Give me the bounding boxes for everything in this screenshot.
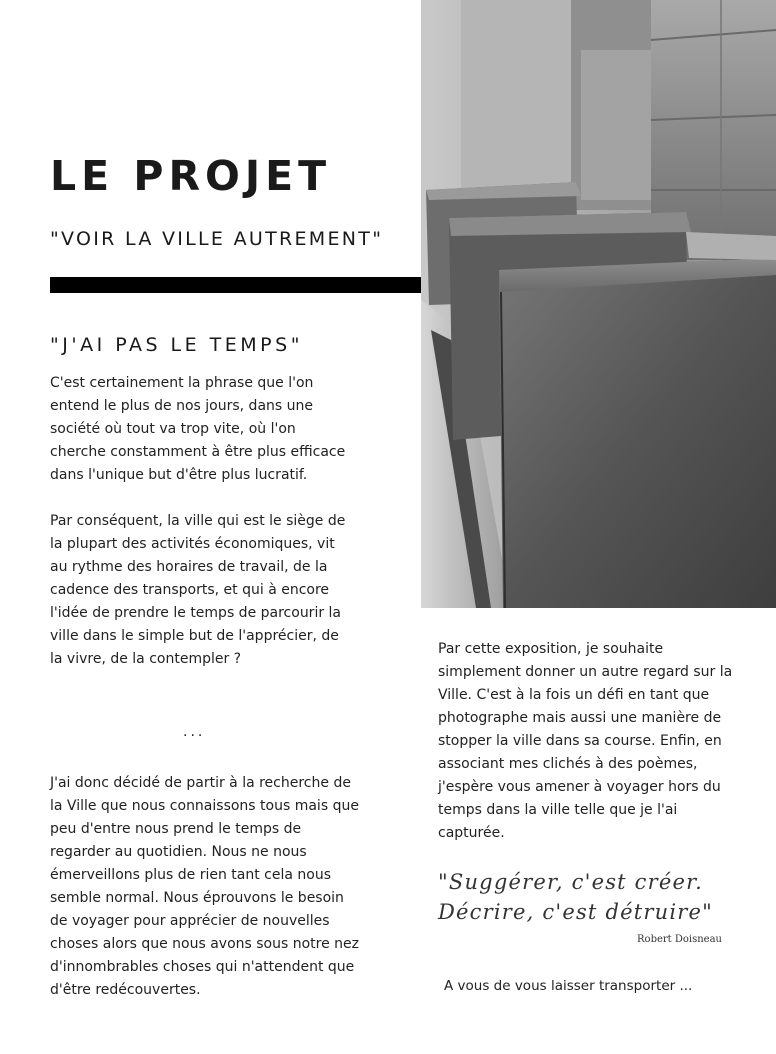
stone-blocks-photo (421, 0, 776, 608)
quote-author: Robert Doisneau (637, 934, 722, 945)
body-paragraph-2: Par conséquent, la ville qui est le siège de la plupart des activités économiques, vit au rythme des horaires de travail, de la cadence des transports, et qui à encore l'idée de prendre le temps de parcourir la ville dans le simple but de l'apprécier, de la vivre, de la contempler ? (50, 513, 346, 667)
body-paragraph-3: J'ai donc décidé de partir à la recherche de la Ville que nous connaissons tous mais que peu d'entre nous prend le temps de regarder au quotidien. Nous ne nous émerveillons plus de rien tant cela nous semble normal. Nous éprouvons le besoin de voyager pour apprécier de nouvelles choses alors que nous avons sous notre nez d'innombrables choses qui n'attendent que d'être redécouvertes. (50, 775, 359, 998)
title-divider-bar (50, 277, 422, 293)
page-subtitle: "VOIR LA VILLE AUTREMENT" (50, 228, 384, 250)
section-separator: ... (183, 724, 206, 740)
body-paragraph-1: C'est certainement la phrase que l'on entend le plus de nos jours, dans une société où tout va trop vite, où l'on cherche constamment à être plus efficace dans l'unique but d'être plus lucratif. (50, 375, 346, 483)
page-title: LE PROJET (50, 152, 332, 200)
section-heading: "J'AI PAS LE TEMPS" (50, 334, 303, 356)
closing-line: A vous de vous laisser transporter ... (444, 978, 693, 994)
doisneau-quote: "Suggérer, c'est créer. Décrire, c'est détruire" (438, 870, 713, 924)
exhibition-paragraph: Par cette exposition, je souhaite simplement donner un autre regard sur la Ville. C'est à la fois un défi en tant que photographe mais aussi une manière de stopper la ville dans sa course. Enfin, en associant mes clichés à des poèmes, j'espère vous amener à voyager hors du temps dans la ville telle que je l'ai capturée. (438, 641, 733, 841)
